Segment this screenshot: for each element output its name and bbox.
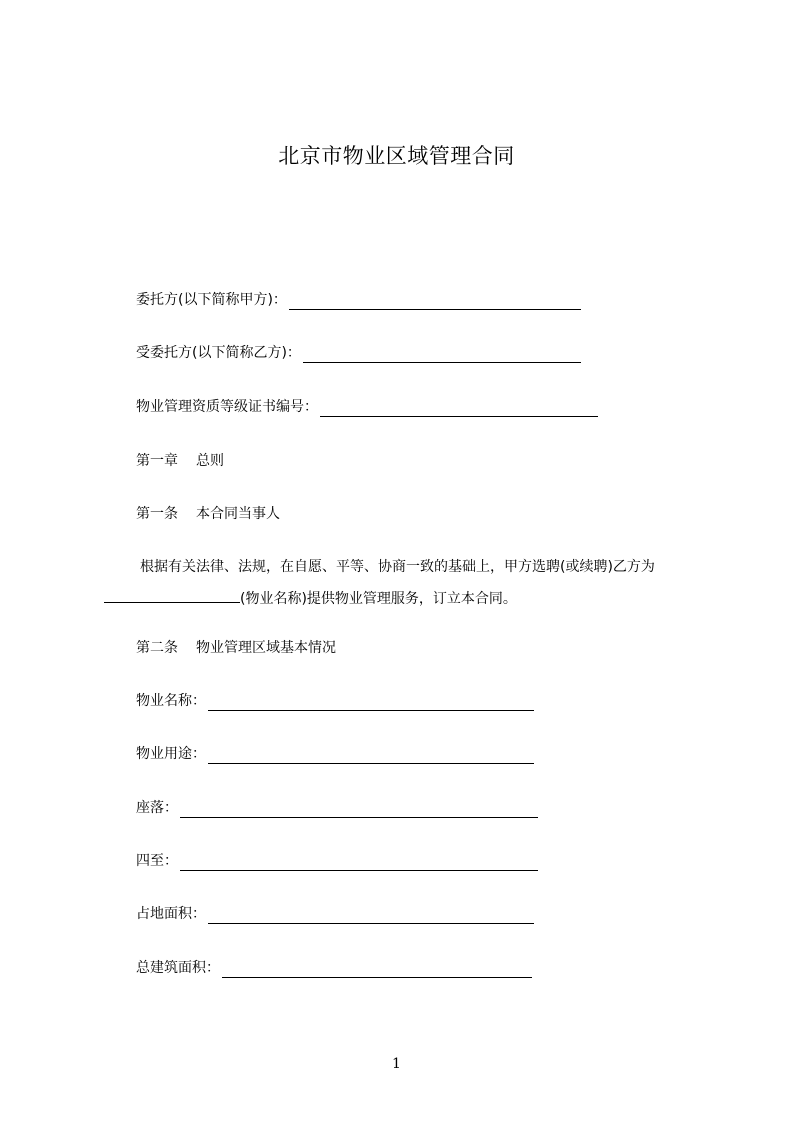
- field-label: 受委托方(以下简称乙方)：: [136, 345, 301, 361]
- field-label: 总建筑面积：: [136, 960, 220, 976]
- field-label: 占地面积：: [136, 906, 206, 922]
- field-location: [136, 798, 538, 818]
- field-label: 物业管理资质等级证书编号：: [136, 399, 318, 415]
- field-label: 物业用途：: [136, 746, 206, 762]
- page-number: 1: [392, 1056, 401, 1072]
- field-land-area: [136, 904, 534, 924]
- field-property-use: [136, 744, 534, 764]
- document-title: 北京市物业区域管理合同: [278, 144, 515, 168]
- article-number: 第一条: [136, 506, 178, 522]
- blank-line: [289, 293, 581, 310]
- field-party-b: [136, 343, 581, 363]
- blank-line: [180, 854, 538, 871]
- blank-line: [208, 747, 534, 764]
- blank-line: [208, 694, 534, 711]
- article-name: 物业管理区域基本情况: [196, 640, 336, 656]
- field-property-name: [136, 691, 534, 711]
- field-party-a: [136, 290, 581, 310]
- article-name: 本合同当事人: [196, 506, 280, 522]
- article-text-part2: (物业名称)提供物业管理服务，订立本合同。: [240, 591, 517, 607]
- blank-line: [222, 961, 532, 978]
- blank-line: [180, 801, 538, 818]
- article-heading: [136, 638, 336, 658]
- article-heading: [136, 504, 280, 524]
- field-building-area: [136, 958, 532, 978]
- article-number: 第二条: [136, 640, 178, 656]
- field-label: 四至：: [136, 853, 178, 869]
- chapter-name: 总则: [196, 453, 224, 469]
- field-certificate-number: [136, 397, 598, 417]
- blank-line: [303, 346, 581, 363]
- field-label: 座落：: [136, 800, 178, 816]
- field-label: 委托方(以下简称甲方)：: [136, 292, 287, 308]
- chapter-heading: [136, 451, 224, 471]
- article-body: [104, 551, 704, 615]
- chapter-number: 第一章: [136, 453, 178, 469]
- blank-line: [208, 907, 534, 924]
- article-text-part1: 根据有关法律、法规，在自愿、平等、协商一致的基础上，甲方选聘(或续聘)乙方为: [140, 559, 655, 575]
- field-boundaries: [136, 851, 538, 871]
- blank-line: [320, 400, 598, 417]
- blank-line: [104, 588, 240, 603]
- field-label: 物业名称：: [136, 693, 206, 709]
